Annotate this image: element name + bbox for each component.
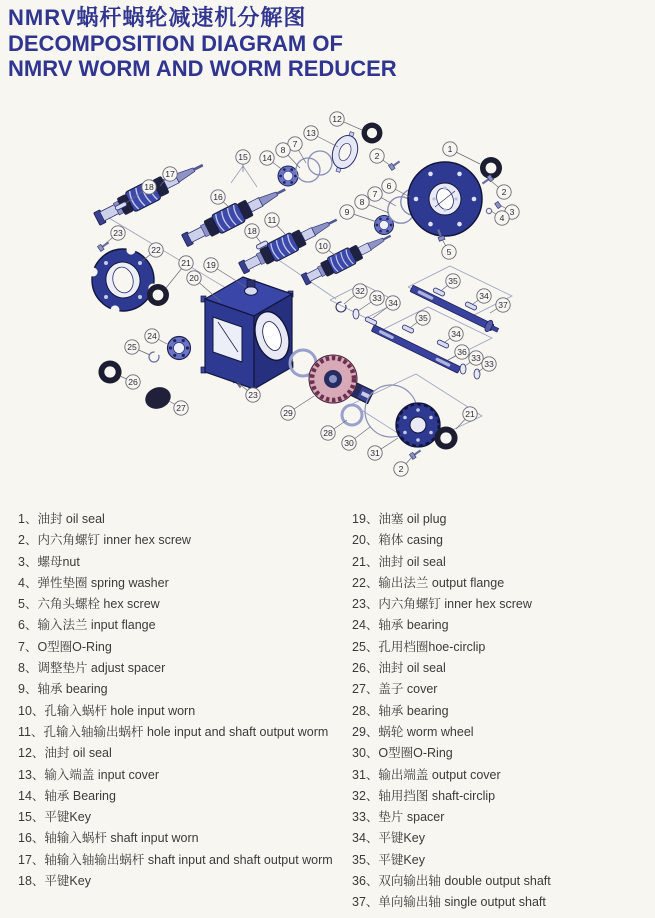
part-label: 孔输入轴输出蜗杆 hole input and shaft output worm <box>43 724 329 739</box>
casing-part <box>201 277 295 390</box>
part-label: 轴用挡图 shaft-circlip <box>378 788 496 803</box>
parts-list-item <box>18 786 333 807</box>
callout-number: 34 <box>388 298 398 309</box>
part-label: 螺母nut <box>37 554 80 569</box>
part-number: 14、 <box>18 788 45 803</box>
parts-list-item <box>352 807 551 828</box>
part-label: 孔用档圈hoe-circlip <box>378 639 486 654</box>
callout-number: 1 <box>447 144 453 155</box>
parts-list-item <box>18 573 333 594</box>
part-label: 弹性垫圈 spring washer <box>37 575 169 590</box>
callout-number: 33 <box>471 353 481 364</box>
callout-number: 28 <box>323 428 333 439</box>
part-number: 18、 <box>18 874 45 889</box>
callout-number: 33 <box>372 293 382 304</box>
parts-list-item <box>18 594 333 615</box>
part-label: 输入端盖 input cover <box>44 767 160 782</box>
part-number: 4、 <box>18 575 38 590</box>
key-part <box>365 316 378 325</box>
part-number: 21、 <box>352 554 379 569</box>
oil-plug-part <box>247 280 255 287</box>
callout-number: 24 <box>147 331 157 342</box>
parts-list-item <box>18 765 333 786</box>
part-label: 蜗轮 worm wheel <box>378 724 474 739</box>
callout-number: 31 <box>370 448 380 459</box>
hole-input-worm <box>300 228 395 288</box>
part-label: 输入法兰 input flange <box>37 618 156 633</box>
callout-number: 2 <box>501 187 507 198</box>
callout-number: 21 <box>465 409 475 420</box>
part-label: 孔输入蜗杆 hole input worn <box>44 703 196 718</box>
callout-number: 32 <box>355 286 365 297</box>
part-number: 5、 <box>18 597 38 612</box>
spacer-part <box>474 369 480 379</box>
bearing-part <box>168 337 191 360</box>
callout-number: 3 <box>509 207 515 218</box>
part-number: 32、 <box>352 788 379 803</box>
oil-seal-part <box>434 426 457 449</box>
part-number: 7、 <box>18 639 38 654</box>
callout-number: 15 <box>238 152 248 163</box>
parts-list-item <box>18 807 333 828</box>
part-label: O型圈O-Ring <box>378 746 453 761</box>
part-number: 30、 <box>352 746 379 761</box>
part-number: 37、 <box>352 895 379 910</box>
page-title-en-1: DECOMPOSITION DIAGRAM OF <box>8 31 343 56</box>
circlip-part <box>149 352 159 362</box>
callout-number: 23 <box>113 228 123 239</box>
part-number: 16、 <box>18 831 45 846</box>
part-number: 29、 <box>352 724 379 739</box>
part-label: 输出端盖 output cover <box>378 767 501 782</box>
bearing-ring-part <box>342 405 362 425</box>
parts-list-item <box>352 828 551 849</box>
part-number: 8、 <box>18 661 38 676</box>
cover-part <box>142 384 174 413</box>
callout-number: 23 <box>248 390 258 401</box>
parts-list-item <box>352 552 551 573</box>
callout-number: 4 <box>499 213 505 224</box>
part-label: 轴承 bearing <box>378 703 449 718</box>
parts-list-item <box>18 530 333 551</box>
callout-number: 19 <box>206 260 216 271</box>
spring-washer-part <box>486 208 491 213</box>
part-label: 平键Key <box>378 852 425 867</box>
part-number: 33、 <box>352 810 379 825</box>
part-label: 油封 oil seal <box>378 554 446 569</box>
part-label: 内六角螺钉 inner hex screw <box>37 533 191 548</box>
callout-number: 37 <box>498 300 508 311</box>
worm-wheel-part <box>309 355 374 404</box>
oil-seal-part <box>98 360 121 383</box>
parts-list-item <box>352 892 551 913</box>
parts-list-item <box>352 594 551 615</box>
callout-number: 25 <box>127 342 137 353</box>
callout-number: 16 <box>213 192 223 203</box>
part-label: 垫片 spacer <box>378 810 445 825</box>
part-label: 油塞 oil plug <box>378 512 447 526</box>
part-label: 油封 oil seal <box>44 746 112 761</box>
callout-number: 9 <box>344 207 350 218</box>
callout-number: 2 <box>374 151 380 162</box>
parts-list-item <box>18 509 333 530</box>
part-label: 输出法兰 output flange <box>378 575 505 590</box>
parts-list-item <box>18 637 333 658</box>
parts-list-item <box>18 615 333 636</box>
parts-list-left <box>18 509 333 892</box>
part-number: 15、 <box>18 810 45 825</box>
callout-number: 34 <box>479 291 489 302</box>
part-number: 6、 <box>18 618 38 633</box>
parts-list-item <box>352 743 551 764</box>
parts-list-item <box>352 509 551 530</box>
callout-number: 10 <box>318 241 328 252</box>
callout-number: 33 <box>484 359 494 370</box>
part-number: 2、 <box>18 533 38 548</box>
part-number: 28、 <box>352 703 379 718</box>
callout-number: 8 <box>280 145 286 156</box>
callout-number: 35 <box>418 313 428 324</box>
callout-number: 12 <box>332 114 342 125</box>
part-number: 1、 <box>18 512 38 526</box>
parts-list-item <box>352 658 551 679</box>
part-number: 17、 <box>18 852 45 867</box>
part-label: 轴输入蜗杆 shaft input worn <box>44 831 199 846</box>
parts-list-item <box>352 637 551 658</box>
callout-number: 21 <box>181 258 191 269</box>
callout-number: 18 <box>247 226 257 237</box>
parts-list-item <box>18 552 333 573</box>
parts-list-item <box>352 573 551 594</box>
callout-number: 7 <box>292 139 298 150</box>
parts-list-item <box>18 658 333 679</box>
inner-hex-screw-part <box>388 159 401 171</box>
part-number: 10、 <box>18 703 45 718</box>
title-block <box>8 5 397 81</box>
parts-list-item <box>352 530 551 551</box>
parts-list-item <box>18 679 333 700</box>
spacer-part <box>353 309 359 319</box>
part-label: 六角头螺栓 hex screw <box>37 597 160 612</box>
callout-number: 36 <box>457 347 467 358</box>
part-label: 平键Key <box>378 831 425 846</box>
parts-list-item <box>352 871 551 892</box>
callout-number: 30 <box>344 438 354 449</box>
callout-number: 17 <box>165 169 175 180</box>
part-number: 35、 <box>352 852 379 867</box>
part-number: 22、 <box>352 575 379 590</box>
callout-number: 14 <box>262 153 272 164</box>
output-cover-part <box>396 403 440 447</box>
page-title-en-2: NMRV WORM AND WORM REDUCER <box>8 56 397 81</box>
parts-list-item <box>18 828 333 849</box>
parts-list-item <box>18 743 333 764</box>
callout-number: 35 <box>448 276 458 287</box>
callout-number: 18 <box>144 182 154 193</box>
part-label: 油封 oil seal <box>37 512 105 526</box>
callout-number: 34 <box>451 329 461 340</box>
part-label: 轴输入轴输出蜗杆 shaft input and shaft output worm <box>44 852 333 867</box>
part-label: 调整垫片 adjust spacer <box>37 661 166 676</box>
parts-list-item <box>352 786 551 807</box>
oil-seal-part <box>362 123 383 144</box>
part-label: 盖子 cover <box>378 682 438 697</box>
callout-number: 7 <box>372 189 378 200</box>
oil-seal-part <box>147 284 169 306</box>
callout-number: 5 <box>446 247 452 258</box>
part-number: 19、 <box>352 512 379 526</box>
input-cover-part <box>327 128 364 176</box>
parts-list-item <box>18 722 333 743</box>
callout-number: 27 <box>176 403 186 414</box>
part-label: 单向输出轴 single output shaft <box>378 895 546 910</box>
callout-number: 13 <box>306 128 316 139</box>
key-part <box>465 301 478 310</box>
parts-list-item <box>18 871 333 892</box>
part-number: 27、 <box>352 682 379 697</box>
parts-list-item <box>352 679 551 700</box>
output-flange-part <box>89 246 158 315</box>
callout-number: 11 <box>267 215 277 226</box>
parts-list-item <box>352 701 551 722</box>
part-number: 13、 <box>18 767 45 782</box>
part-label: O型圈O-Ring <box>37 639 112 654</box>
part-number: 20、 <box>352 533 379 548</box>
input-flange-part <box>408 162 482 236</box>
part-label: 双向输出轴 double output shaft <box>378 874 551 889</box>
part-number: 36、 <box>352 874 379 889</box>
part-label: 平键Key <box>44 810 91 825</box>
key-part <box>437 339 450 348</box>
part-label: 轴承 Bearing <box>44 788 116 803</box>
callout-number: 22 <box>151 245 161 256</box>
part-label: 平键Key <box>44 874 91 889</box>
parts-list-item <box>352 722 551 743</box>
part-label: 油封 oil seal <box>378 661 446 676</box>
parts-list-item <box>18 701 333 722</box>
parts-list-item <box>352 765 551 786</box>
callout-number: 8 <box>359 197 365 208</box>
callout-number: 20 <box>189 273 199 284</box>
part-number: 11、 <box>18 724 44 739</box>
part-number: 24、 <box>352 618 379 633</box>
callout-number: 2 <box>398 464 404 475</box>
part-number: 12、 <box>18 746 45 761</box>
page-title-zh: NMRV蜗杆蜗轮减速机分解图 <box>8 5 307 30</box>
callout-number: 6 <box>386 181 392 192</box>
inner-hex-screw-part <box>97 240 110 252</box>
part-label: 箱体 casing <box>378 533 444 548</box>
part-number: 26、 <box>352 661 379 676</box>
callout-number: 26 <box>128 377 138 388</box>
callout-number: 29 <box>283 408 293 419</box>
parts-list-item <box>18 850 333 871</box>
part-label: 轴承 bearing <box>378 618 449 633</box>
part-label: 轴承 bearing <box>37 682 108 697</box>
part-number: 25、 <box>352 639 379 654</box>
parts-list-right <box>352 509 551 914</box>
part-number: 3、 <box>18 554 38 569</box>
parts-list-item <box>352 850 551 871</box>
parts-list-item <box>352 615 551 636</box>
double-output-shaft-part <box>371 325 460 373</box>
part-number: 23、 <box>352 597 379 612</box>
part-number: 9、 <box>18 682 38 697</box>
part-number: 34、 <box>352 831 379 846</box>
part-label: 内六角螺钉 inner hex screw <box>378 597 532 612</box>
part-number: 31、 <box>352 767 379 782</box>
